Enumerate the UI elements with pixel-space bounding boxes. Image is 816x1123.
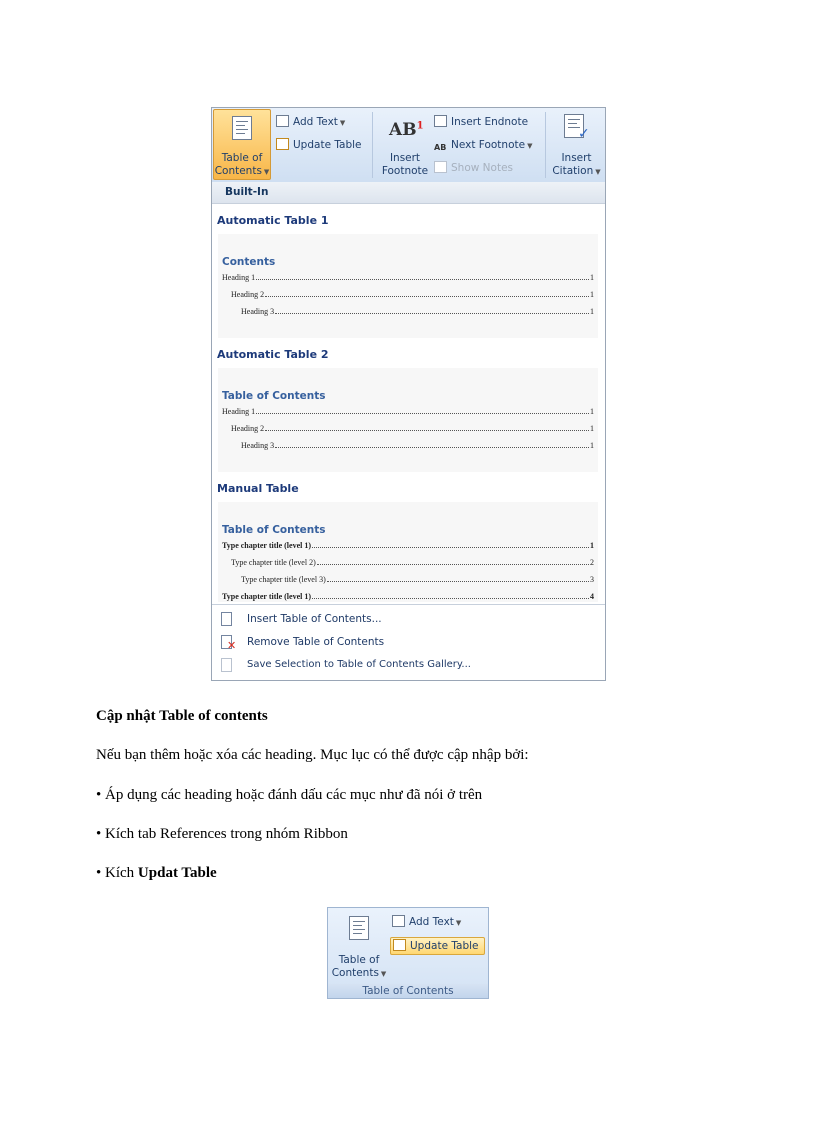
insert-citation-button[interactable] [548,108,605,182]
automatic-table-1-heading: Automatic Table 1 [217,214,329,227]
toc-line: Type chapter title (level 1) 4 [222,592,594,601]
insert-endnote-label: Insert Endnote [451,116,529,128]
toc-line: Heading 3 1 [241,441,594,450]
red-x-icon: ✕ [227,639,237,652]
toc-label-line1: Table of [221,152,263,164]
automatic-table-2-option[interactable] [218,368,598,472]
toc-label-line2: Contents [214,165,262,177]
toc-line: Type chapter title (level 1) 1 [222,541,594,550]
save-selection-icon [221,658,232,672]
update-table-button[interactable] [276,138,362,152]
add-text-button[interactable] [276,115,345,130]
dropdown-arrow-icon: ▼ [595,168,601,176]
update-table-icon [276,138,289,150]
toc-label-line1: Table of [338,954,380,966]
update-table-button-highlighted[interactable] [390,937,485,955]
insert-citation-label-2: Citation [552,165,594,177]
insert-toc-command[interactable]: Insert Table of Contents... [247,613,382,625]
manual-table-option[interactable] [218,502,598,602]
toc-menu-screenshot [211,107,606,681]
manual-table-heading: Manual Table [217,482,299,495]
toc-line: Heading 2 1 [231,424,594,433]
show-notes-icon [434,161,447,173]
save-selection-command[interactable]: Save Selection to Table of Contents Gallery... [247,659,471,670]
show-notes-button[interactable] [434,161,513,175]
dropdown-arrow-icon: ▼ [339,119,346,127]
toc-line: Heading 3 1 [241,307,594,316]
remove-toc-command[interactable]: Remove Table of Contents [247,636,385,648]
toc-line: Heading 1 1 [222,273,594,282]
update-table-label: Update Table [410,940,479,952]
next-footnote-icon: AB [434,143,447,152]
dropdown-arrow-icon: ▼ [380,970,387,978]
toc-line: Heading 1 1 [222,407,594,416]
bullet-2: • Kích tab References trong nhóm Ribbon [96,826,348,842]
toc-label-line2: Contents [331,967,379,979]
insert-footnote-button[interactable] [375,108,435,182]
add-text-icon [276,115,289,127]
preview-title: Contents [222,256,276,268]
builtin-header: Built-In [212,182,605,204]
add-text-label: Add Text [409,916,454,928]
dropdown-arrow-icon: ▼ [263,168,270,176]
add-text-label: Add Text [293,116,338,128]
gallery-commands [212,604,605,681]
add-text-icon [392,915,405,927]
intro-paragraph: Nếu bạn thêm hoặc xóa các heading. Mục lục có thể được cập nhập bởi: [96,747,529,763]
section-heading: Cập nhật Table of contents [96,708,268,724]
next-footnote-label: Next Footnote [451,139,526,151]
group-label: Table of Contents [328,984,488,998]
show-notes-label: Show Notes [451,162,513,174]
update-table-label: Update Table [293,139,362,151]
group-separator [545,112,546,178]
bullet-1: • Áp dụng các heading hoặc đánh dấu các mục như đã nói ở trên [96,787,483,803]
dropdown-arrow-icon: ▼ [527,142,533,150]
preview-title: Table of Contents [222,524,326,536]
insert-footnote-label-1: Insert [389,152,421,164]
document-icon [349,916,369,940]
table-of-contents-button[interactable] [330,910,388,984]
table-of-contents-button[interactable] [213,109,271,180]
insert-toc-icon [221,612,232,626]
insert-citation-label-1: Insert [561,152,592,164]
bullet-3-bold: Updat Table [137,865,217,881]
next-footnote-button[interactable] [434,138,532,153]
automatic-table-2-heading: Automatic Table 2 [217,348,329,361]
endnote-icon [434,115,447,127]
footnote-ab-icon: $AB^1$ [389,120,424,140]
toc-line: Type chapter title (level 3) 3 [241,575,594,584]
bullet-3: • Kích Updat Table [96,865,217,881]
dropdown-arrow-icon: ▼ [455,919,462,927]
toc-gallery-dropdown [212,182,605,681]
document-icon [232,116,252,140]
references-ribbon [212,108,605,183]
insert-endnote-button[interactable] [434,115,528,129]
checkmark-icon: ✓ [578,126,590,142]
insert-footnote-label-2: Footnote [381,165,429,177]
preview-title: Table of Contents [222,390,326,402]
update-table-icon [393,939,406,951]
update-table-screenshot [327,907,489,999]
group-separator [372,112,373,178]
add-text-button[interactable] [392,915,461,930]
toc-line: Type chapter title (level 2) 2 [231,558,594,567]
automatic-table-1-option[interactable] [218,234,598,338]
toc-line: Heading 2 1 [231,290,594,299]
